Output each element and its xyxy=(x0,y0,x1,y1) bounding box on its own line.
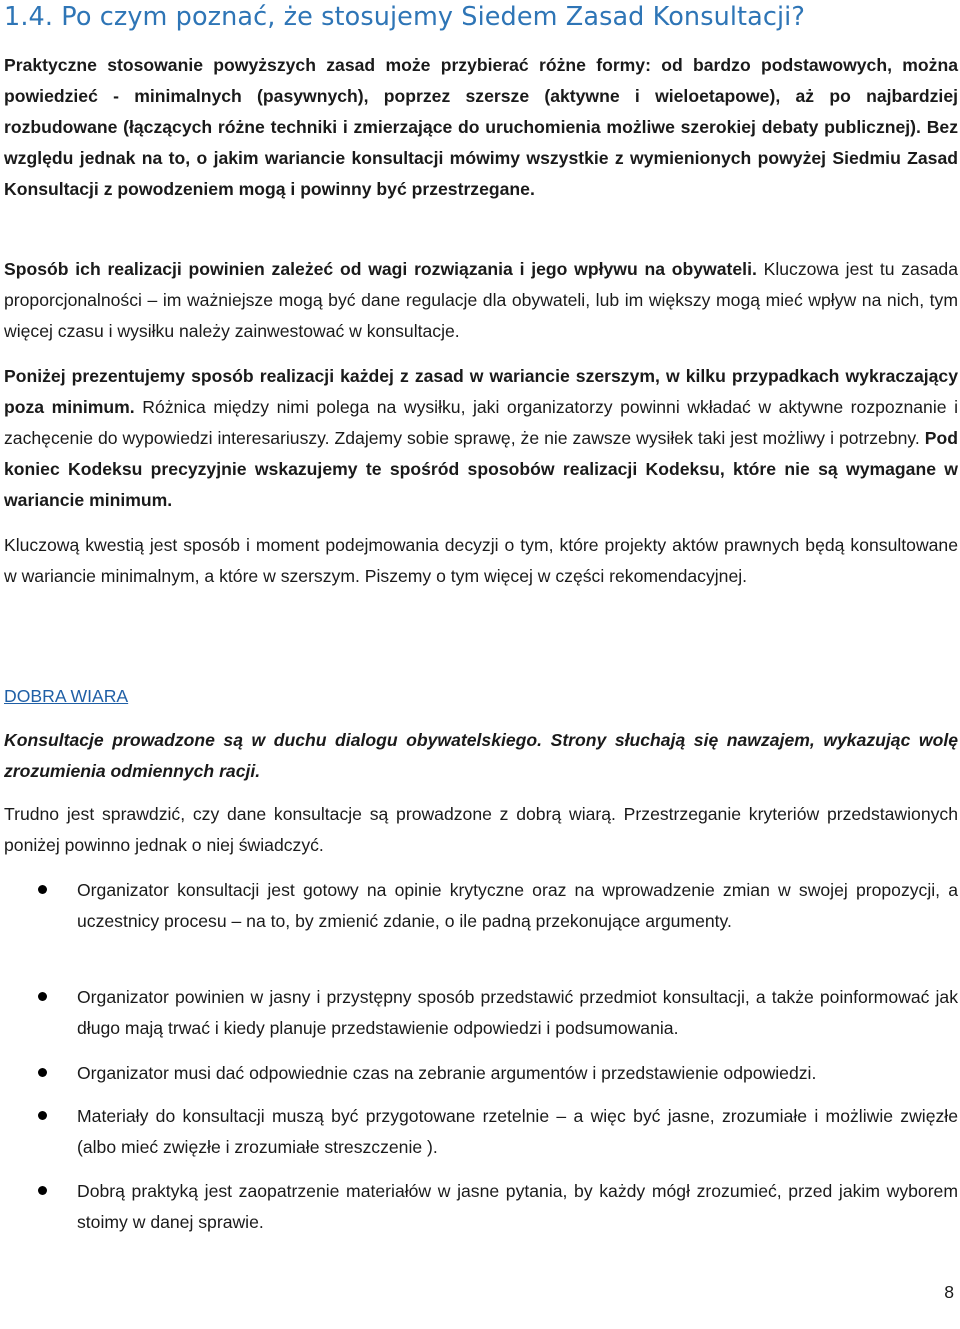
paragraph-variants-bold-b: Pod koniec Kodeksu precyzyjnie wskazujemy te spośród sposobów realizacji Kodeksu, które nie są wymagane w wariancie minimum. xyxy=(4,428,958,510)
paragraph-variants-bold-a: Poniżej prezentujemy sposób realizacji każdej z zasad w wariancie szerszym, w kilku przypadkach wykraczający poza minimum. xyxy=(4,366,958,417)
paragraph-intro-bold-b: Bez względu jednak na to, o jakim wariancie konsultacji mówimy wszystkie z wymienionych powyżej Siedmiu Zasad Konsultacji z powodzeniem mogą i powinny być przestrzegane. xyxy=(4,117,958,199)
list-item-text: Dobrą praktyką jest zaopatrzenie materiałów w jasne pytania, by każdy mógł zrozumieć, przed jakim wyborem stoimy w danej sprawie. xyxy=(77,1181,958,1232)
bullet-icon xyxy=(38,1186,47,1195)
paragraph-good-faith: Trudno jest sprawdzić, czy dane konsultacje są prowadzone z dobrą wiarą. Przestrzeganie kryteriów przedstawionych poniżej powinno jednak o niej świadczyć. xyxy=(4,804,958,855)
bullet-icon xyxy=(38,1111,47,1120)
principle-statement: Konsultacje prowadzone są w duchu dialogu obywatelskiego. Strony słuchają się nawzajem, wykazując wolę zrozumienia odmiennych racji. xyxy=(4,730,958,781)
paragraph-key-issue: Kluczową kwestią jest sposób i moment podejmowania decyzji o tym, które projekty aktów prawnych będą konsultowane w wariancie minimalnym, a które w szerszym. Piszemy o tym więcej w części rekomendacyjnej. xyxy=(4,535,958,586)
bullet-icon xyxy=(38,992,47,1001)
list-item-text: Organizator musi dać odpowiednie czas na zebranie argumentów i przedstawienie odpowiedzi. xyxy=(77,1063,817,1083)
paragraph-proportionality xyxy=(4,254,958,347)
paragraph-proportionality-bold: Sposób ich realizacji powinien zależeć od wagi rozwiązania i jego wpływu na obywateli. xyxy=(4,259,757,279)
paragraph-intro-bold-a: Praktyczne stosowanie powyższych zasad może przybierać różne formy: od bardzo podstawowych, można powiedzieć - minimalnych (pasywnych), poprzez szersze (aktywne i wieloetapowe), aż po najbardziej rozbudowane (łączących różne techniki i zmierzające do uruchomienia możliwe szerokiej debaty publicznej). xyxy=(4,55,958,137)
list-item-text: Materiały do konsultacji muszą być przygotowane rzetelnie – a więc być jasne, zrozumiałe i możliwie zwięzłe (albo mieć zwięzłe i zrozumiałe streszczenie ). xyxy=(77,1106,958,1157)
paragraph-intro xyxy=(4,50,958,205)
paragraph-proportionality-text: Kluczowa jest tu zasada proporcjonalności – im ważniejsze mogą być dane regulacje dla obywateli, lub im większy mogą mieć wpływ na nich, tym więcej czasu i wysiłku należy zainwestować w konsultacje. xyxy=(4,259,958,341)
page-number: 8 xyxy=(944,1282,954,1302)
bullet-icon xyxy=(38,1068,47,1077)
bullet-icon xyxy=(38,885,47,894)
section-title: 1.4. Po czym poznać, że stosujemy Siedem Zasad Konsultacji? xyxy=(4,2,805,32)
subsection-heading: DOBRA WIARA xyxy=(4,686,129,706)
list-item-text: Organizator konsultacji jest gotowy na opinie krytyczne oraz na wprowadzenie zmian w swojej propozycji, a uczestnicy procesu – na to, by zmienić zdanie, o ile padną przekonujące argumenty. xyxy=(77,880,958,931)
list-item-text: Organizator powinien w jasny i przystępny sposób przedstawić przedmiot konsultacji, a także poinformować jak długo mają trwać i kiedy planuje przedstawienie odpowiedzi i podsumowania. xyxy=(77,987,958,1038)
paragraph-variants xyxy=(4,361,958,516)
paragraph-variants-text: Różnica między nimi polega na wysiłku, jaki organizatorzy powinni wkładać w aktywne rozpoznanie i zachęcenie do wypowiedzi interesariuszy. Zdajemy sobie sprawę, że nie zawsze wysiłek taki jest możliwy i potrzebny. xyxy=(4,397,958,448)
